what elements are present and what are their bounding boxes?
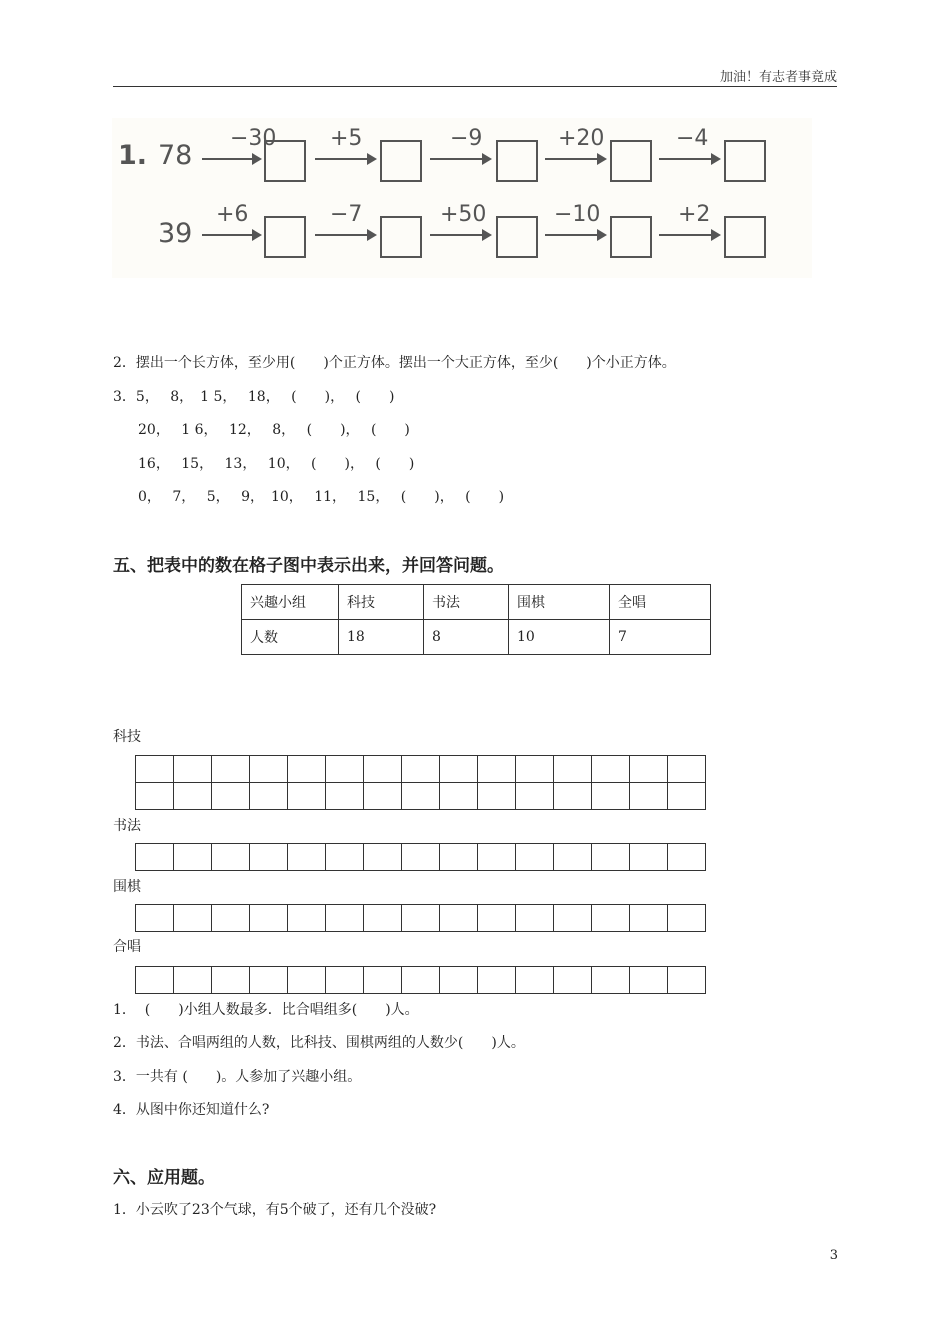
chain-arrow [430, 158, 490, 160]
grid-cell[interactable] [288, 756, 326, 783]
question-3-line-3: 16， 15， 13， 10， ( )， ( ) [138, 456, 415, 472]
grid-label-chorus: 合唱 [113, 939, 141, 955]
grid-cell[interactable] [440, 905, 478, 932]
chain-arrow [545, 234, 605, 236]
answer-box[interactable] [264, 216, 306, 258]
grid-cell[interactable] [174, 905, 212, 932]
question-3-line-4: 0， 7， 5， 9， 10， 11， 15， ( )， ( ) [138, 489, 505, 505]
grid-chorus[interactable] [135, 966, 706, 994]
question-2: 2．摆出一个长方体，至少用( )个正方体。摆出一个大正方体，至少( )个小正方体。 [113, 355, 676, 371]
grid-cell[interactable] [250, 756, 288, 783]
section-5-title: 五、把表中的数在格子图中表示出来，并回答问题。 [113, 556, 504, 576]
grid-cell[interactable] [440, 756, 478, 783]
grid-cell[interactable] [250, 905, 288, 932]
grid-cell[interactable] [668, 967, 706, 994]
answer-box[interactable] [264, 140, 306, 182]
grid-cell[interactable] [212, 756, 250, 783]
grid-cell[interactable] [592, 844, 630, 871]
grid-label-science: 科技 [113, 729, 141, 745]
chain-operation: +20 [558, 126, 605, 151]
grid-cell[interactable] [174, 783, 212, 810]
interest-group-table [241, 584, 711, 655]
grid-cell[interactable] [402, 783, 440, 810]
grid-label-calligraphy: 书法 [113, 818, 141, 834]
answer-box[interactable] [610, 216, 652, 258]
grid-cell[interactable] [668, 756, 706, 783]
grid-cell[interactable] [630, 844, 668, 871]
grid-cell[interactable] [440, 844, 478, 871]
chain-operation: −4 [676, 126, 709, 151]
grid-cell[interactable] [554, 967, 592, 994]
grid-cell[interactable] [212, 844, 250, 871]
chain-operation: −10 [554, 202, 601, 227]
grid-cell[interactable] [592, 905, 630, 932]
grid-cell[interactable] [212, 905, 250, 932]
grid-cell[interactable] [630, 967, 668, 994]
grid-go[interactable] [135, 904, 706, 932]
chain-arrow [202, 234, 260, 236]
header-motto: 加油！有志者事竟成 [719, 70, 837, 85]
grid-cell[interactable] [478, 756, 516, 783]
grid-cell[interactable] [554, 905, 592, 932]
answer-box[interactable] [724, 140, 766, 182]
grid-cell[interactable] [516, 967, 554, 994]
grid-cell[interactable] [326, 756, 364, 783]
grid-cell[interactable] [402, 967, 440, 994]
table-cell: 兴趣小组 [242, 585, 339, 620]
grid-cell[interactable] [326, 783, 364, 810]
grid-cell[interactable] [478, 967, 516, 994]
grid-cell[interactable] [326, 844, 364, 871]
grid-cell[interactable] [364, 783, 402, 810]
grid-cell[interactable] [630, 783, 668, 810]
chain-operation: −30 [230, 126, 277, 151]
grid-cell[interactable] [364, 905, 402, 932]
chain-operation: +6 [216, 202, 249, 227]
answer-box[interactable] [496, 216, 538, 258]
grid-cell[interactable] [630, 905, 668, 932]
grid-cell[interactable] [402, 905, 440, 932]
question-number: 1. [118, 140, 148, 171]
grid-cell[interactable] [174, 844, 212, 871]
grid-cell[interactable] [288, 783, 326, 810]
table-cell: 18 [339, 620, 424, 655]
grid-cell[interactable] [212, 783, 250, 810]
table-row [242, 620, 711, 655]
answer-box[interactable] [380, 216, 422, 258]
section-5-question-3: 3．一共有 ( )。人参加了兴趣小组。 [113, 1069, 362, 1085]
grid-cell[interactable] [136, 844, 174, 871]
grid-cell[interactable] [212, 967, 250, 994]
grid-cell[interactable] [288, 844, 326, 871]
section-6-question-1: 1．小云吹了23个气球，有5个破了，还有几个没破? [113, 1202, 437, 1218]
grid-cell[interactable] [554, 783, 592, 810]
grid-cell[interactable] [136, 756, 174, 783]
grid-cell[interactable] [288, 967, 326, 994]
grid-science[interactable] [135, 755, 706, 810]
page-number: 3 [829, 1248, 838, 1263]
grid-cell[interactable] [174, 967, 212, 994]
table-cell: 10 [509, 620, 610, 655]
grid-cell[interactable] [288, 905, 326, 932]
chain-arrow [315, 158, 375, 160]
section-6-title: 六、应用题。 [113, 1168, 215, 1188]
answer-box[interactable] [724, 216, 766, 258]
grid-cell[interactable] [668, 783, 706, 810]
grid-cell[interactable] [136, 967, 174, 994]
question-3-line-2: 20， 1 6， 12， 8， ( )， ( ) [138, 422, 410, 438]
chain-arrow [545, 158, 605, 160]
grid-cell[interactable] [516, 783, 554, 810]
grid-cell[interactable] [326, 967, 364, 994]
answer-box[interactable] [380, 140, 422, 182]
chain-operation: −7 [330, 202, 363, 227]
grid-cell[interactable] [326, 905, 364, 932]
grid-cell[interactable] [364, 844, 402, 871]
question-3-line-1: 3．5， 8， 1 5， 18， ( )， ( ) [113, 389, 395, 405]
grid-cell[interactable] [136, 905, 174, 932]
answer-box[interactable] [496, 140, 538, 182]
grid-label-go: 围棋 [113, 879, 141, 895]
table-header-row [242, 585, 711, 620]
grid-cell[interactable] [402, 756, 440, 783]
grid-cell[interactable] [630, 756, 668, 783]
chain-arrow [659, 158, 719, 160]
grid-cell[interactable] [250, 783, 288, 810]
grid-cell[interactable] [440, 783, 478, 810]
chain-arrow [202, 158, 260, 160]
grid-cell[interactable] [402, 844, 440, 871]
grid-calligraphy[interactable] [135, 843, 706, 871]
grid-cell[interactable] [554, 756, 592, 783]
grid-cell[interactable] [174, 756, 212, 783]
grid-cell[interactable] [364, 756, 402, 783]
grid-cell[interactable] [250, 967, 288, 994]
chain-start-value: 78 [158, 140, 193, 171]
table-cell: 7 [610, 620, 711, 655]
grid-cell[interactable] [478, 783, 516, 810]
grid-cell[interactable] [250, 844, 288, 871]
grid-cell[interactable] [668, 905, 706, 932]
section-5-question-4: 4．从图中你还知道什么? [113, 1102, 270, 1118]
table-cell: 书法 [424, 585, 509, 620]
section-5-question-1: 1． ( )小组人数最多．比合唱组多( )人。 [113, 1002, 419, 1018]
grid-cell[interactable] [592, 756, 630, 783]
chain-operation: +50 [440, 202, 487, 227]
number-chain-figure [112, 118, 812, 278]
grid-cell[interactable] [478, 905, 516, 932]
chain-arrow [430, 234, 490, 236]
chain-start-value: 39 [158, 218, 193, 249]
answer-box[interactable] [610, 140, 652, 182]
chain-operation: +5 [330, 126, 363, 151]
chain-arrow [659, 234, 719, 236]
section-5-question-2: 2．书法、合唱两组的人数，比科技、围棋两组的人数少( )人。 [113, 1035, 525, 1051]
grid-cell[interactable] [478, 844, 516, 871]
grid-cell[interactable] [440, 967, 478, 994]
header-divider [113, 86, 837, 87]
grid-cell[interactable] [364, 967, 402, 994]
grid-cell[interactable] [516, 844, 554, 871]
table-cell: 科技 [339, 585, 424, 620]
grid-cell[interactable] [136, 783, 174, 810]
grid-cell[interactable] [516, 756, 554, 783]
chain-arrow [315, 234, 375, 236]
grid-cell[interactable] [592, 967, 630, 994]
table-cell: 人数 [242, 620, 339, 655]
table-cell: 全唱 [610, 585, 711, 620]
chain-operation: +2 [678, 202, 711, 227]
grid-cell[interactable] [516, 905, 554, 932]
grid-cell[interactable] [592, 783, 630, 810]
grid-cell[interactable] [668, 844, 706, 871]
table-cell: 围棋 [509, 585, 610, 620]
grid-cell[interactable] [554, 844, 592, 871]
chain-operation: −9 [450, 126, 483, 151]
table-cell: 8 [424, 620, 509, 655]
